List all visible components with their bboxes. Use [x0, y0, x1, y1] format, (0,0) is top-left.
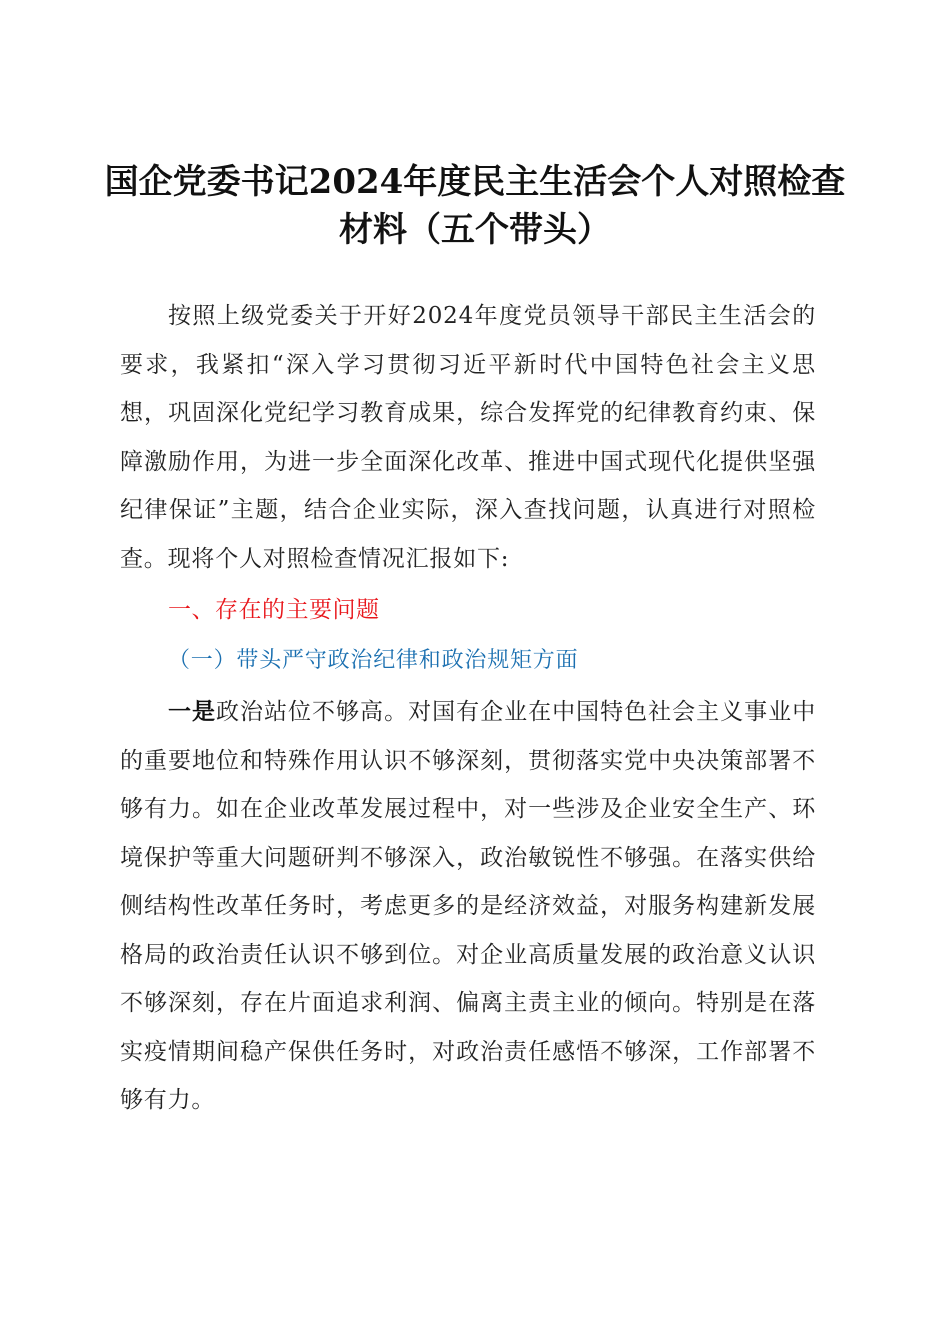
point-text: 政治站位不够高。对国有企业在中国特色社会主义事业中的重要地位和特殊作用认识不够深刻，贯彻落实党中央决策部署不够有力。如在企业改革发展过程中，对一些涉及企业安全生产、环境保护等重大问题研判不够深入，政治敏锐性不够强。在落实供给侧结构性改革任务时，考虑更多的是经济效益，对服务构建新发展格局的政治责任认识不够到位。对企业高质量发展的政治意义认识不够深刻，存在片面追求利润、偏离主责主业的倾向。特别是在落实疫情期间稳产保供任务时，对政治责任感悟不够深，工作部署不够有力。: [120, 699, 816, 1113]
point-paragraph: [120, 688, 816, 1125]
point-lead: 一是: [168, 698, 217, 725]
document-title: 国企党委书记2024年度民主生活会个人对照检查材料（五个带头）: [104, 162, 846, 250]
section-heading: 一、存在的主要问题: [168, 597, 380, 623]
intro-paragraph: 按照上级党委关于开好2024年度党员领导干部民主生活会的要求，我紧扣“深入学习贯彻习近平新时代中国特色社会主义思想，巩固深化党纪学习教育成果，综合发挥党的纪律教育约束、保障激励作用，为进一步全面深化改革、推进中国式现代化提供坚强纪律保证”主题，结合企业实际，深入查找问题，认真进行对照检查。现将个人对照检查情况汇报如下:: [120, 303, 816, 572]
subsection-heading: （一）带头严守政治纪律和政治规矩方面: [168, 648, 579, 673]
